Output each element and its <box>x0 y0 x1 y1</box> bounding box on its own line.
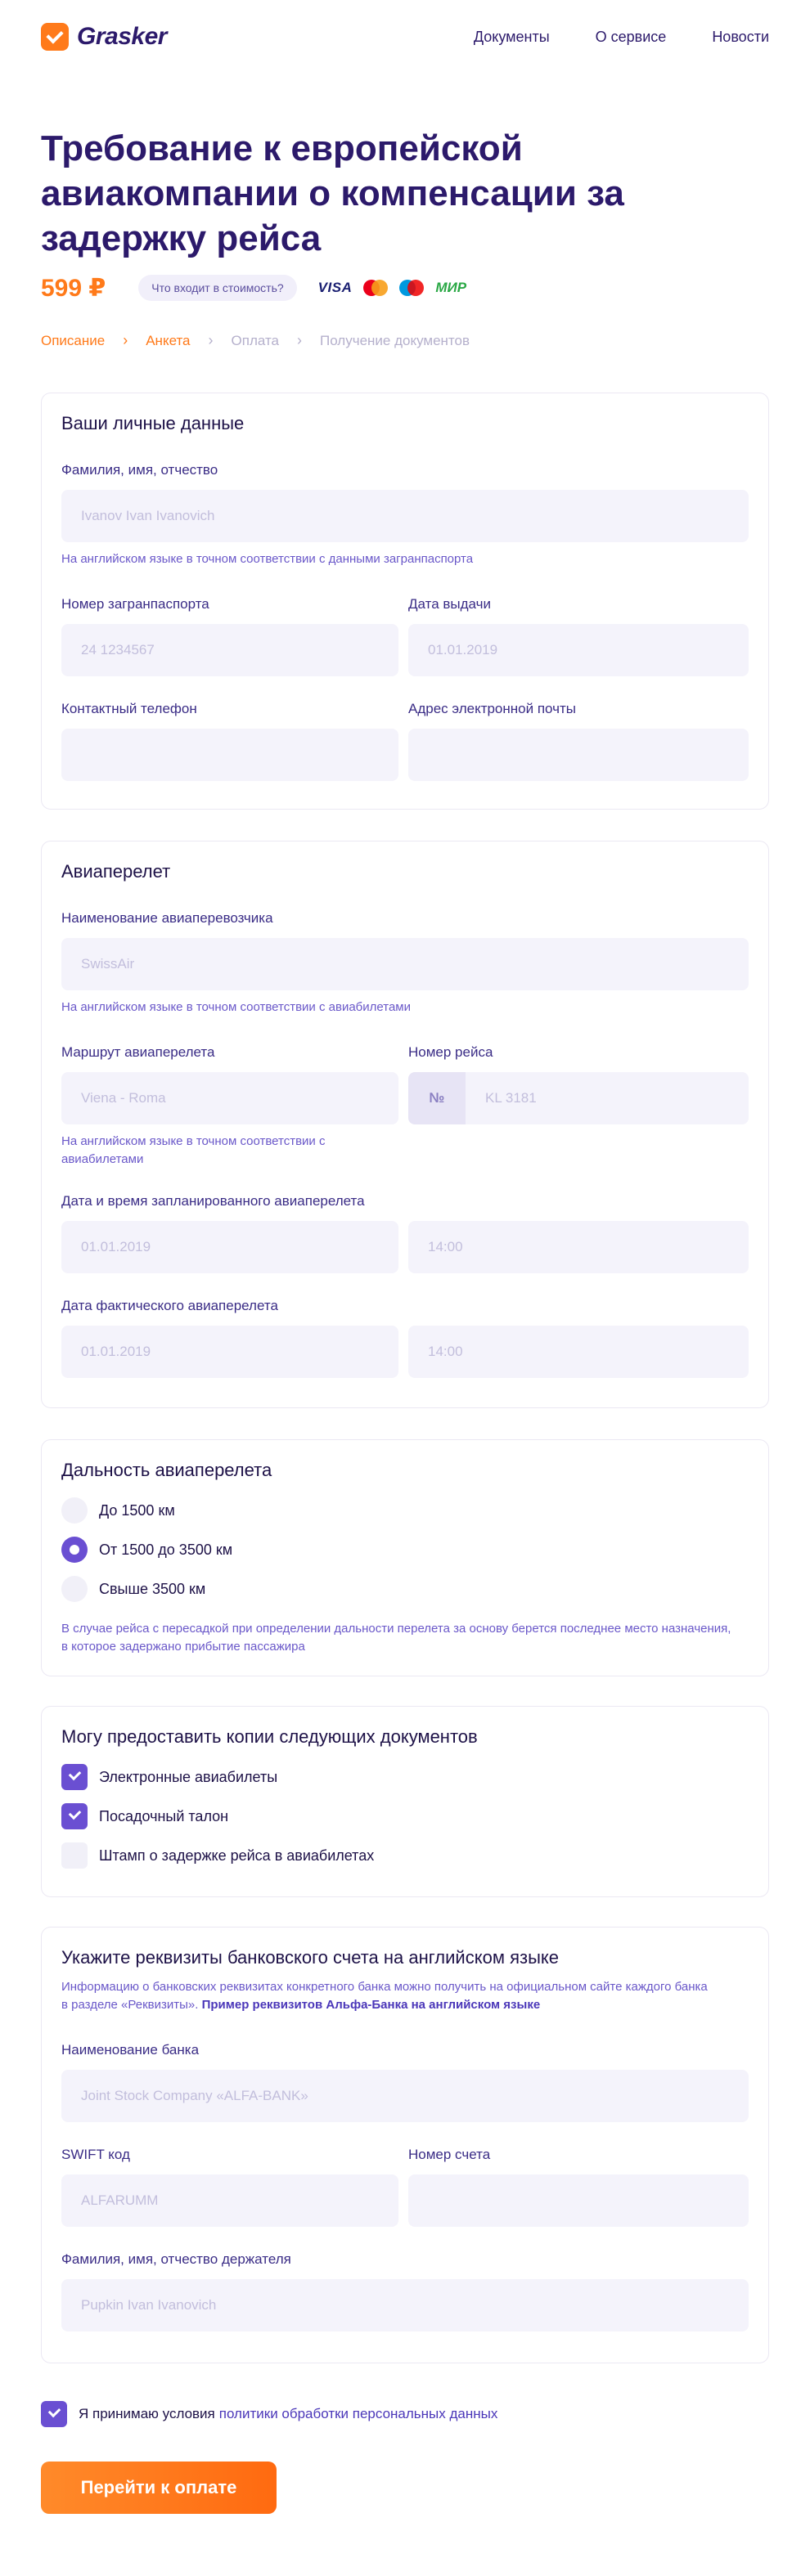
route-input[interactable] <box>61 1072 398 1124</box>
holder-label: Фамилия, имя, отчество держателя <box>61 2251 291 2267</box>
carrier-label: Наименование авиаперевозчика <box>61 910 273 926</box>
radio-selected-icon <box>61 1537 88 1563</box>
route-label: Маршрут авиаперелета <box>61 1044 215 1060</box>
distance-hint: В случае рейса с пересадкой при определении дальности перелета за основу берется последнее место назначения, в которое задержано прибытие пассажира <box>61 1622 731 1654</box>
number-sign-icon: № <box>408 1072 466 1124</box>
passport-input[interactable] <box>61 624 398 676</box>
logo[interactable] <box>41 23 167 51</box>
mastercard-logo <box>363 280 388 296</box>
chevron-right-icon: › <box>297 332 302 348</box>
nav-news[interactable]: Новости <box>712 28 769 45</box>
radio-label: От 1500 до 3500 км <box>99 1541 233 1558</box>
agreement-checkbox-icon[interactable] <box>41 2401 67 2427</box>
actual-time-input[interactable] <box>408 1326 749 1378</box>
bank-name-input[interactable] <box>61 2070 749 2122</box>
radio-icon <box>61 1497 88 1524</box>
actual-date-input[interactable] <box>61 1326 398 1378</box>
swift-input[interactable] <box>61 2174 398 2227</box>
price: 599 ₽ <box>41 274 106 302</box>
planned-date-input[interactable] <box>61 1221 398 1273</box>
fullname-input[interactable] <box>61 490 749 542</box>
checkbox-label: Посадочный талон <box>99 1807 229 1824</box>
personal-data-card <box>41 393 769 810</box>
fullname-label: Фамилия, имя, отчество <box>61 462 218 478</box>
payment-logos <box>318 280 466 296</box>
checkbox-label: Электронные авиабилеты <box>99 1768 278 1785</box>
flight-title: Авиаперелет <box>61 861 171 882</box>
radio-label: Свыше 3500 км <box>99 1580 206 1597</box>
main-nav <box>474 29 769 46</box>
flight-number-input[interactable] <box>466 1072 749 1124</box>
nav-about[interactable]: О сервисе <box>595 28 667 45</box>
radio-icon <box>61 1576 88 1602</box>
bank-example-link[interactable]: Пример реквизитов Альфа-Банка на английском языке <box>201 1998 541 2012</box>
step-documents: Получение документов <box>320 332 470 348</box>
passport-label: Номер загранпаспорта <box>61 596 209 612</box>
radio-over-3500[interactable] <box>61 1576 205 1602</box>
steps <box>41 332 470 349</box>
agreement <box>41 2401 497 2427</box>
account-number-label: Номер счета <box>408 2147 491 2162</box>
phone-label: Контактный телефон <box>61 701 197 716</box>
privacy-policy-link[interactable]: политики обработки персональных данных <box>218 2406 498 2421</box>
step-payment: Оплата <box>231 332 279 348</box>
radio-under-1500[interactable] <box>61 1497 175 1524</box>
distance-card <box>41 1439 769 1676</box>
mir-logo: МИР <box>435 280 467 295</box>
step-form[interactable]: Анкета <box>146 332 191 348</box>
bank-name-label: Наименование банка <box>61 2042 200 2058</box>
documents-card <box>41 1706 769 1897</box>
distance-title: Дальность авиаперелета <box>61 1460 272 1480</box>
actual-flight-label: Дата фактического авиаперелета <box>61 1298 278 1313</box>
checkbox-icon <box>61 1842 88 1869</box>
fullname-hint: На английском языке в точном соответствии с данными загранпаспорта <box>61 552 474 566</box>
checkbox-label: Штамп о задержке рейса в авиабилетах <box>99 1847 375 1864</box>
checkbox-checked-icon <box>61 1764 88 1790</box>
checkbox-checked-icon <box>61 1803 88 1829</box>
logo-check-icon <box>41 23 69 51</box>
bank-hint <box>61 1978 716 2014</box>
radio-label: До 1500 км <box>99 1501 175 1519</box>
bank-title: Укажите реквизиты банковского счета на английском языке <box>61 1947 559 1968</box>
checkbox-delay-stamp[interactable] <box>61 1842 374 1869</box>
flight-card <box>41 841 769 1408</box>
chevron-right-icon: › <box>123 332 128 348</box>
chevron-right-icon: › <box>208 332 214 348</box>
planned-time-input[interactable] <box>408 1221 749 1273</box>
bank-hint-text: Информацию о банковских реквизитах конкретного банка можно получить на официальном сайте каждого банка в разделе «Реквизиты». <box>61 1980 708 2012</box>
email-label: Адрес электронной почты <box>408 701 576 716</box>
checkbox-e-tickets[interactable] <box>61 1764 277 1790</box>
carrier-hint: На английском языке в точном соответствии с авиабилетами <box>61 1000 411 1014</box>
page-title: Требование к европейской авиакомпании о компенсации за задержку рейса <box>41 128 624 258</box>
maestro-logo <box>399 280 424 296</box>
header <box>41 20 769 54</box>
swift-label: SWIFT код <box>61 2147 130 2162</box>
holder-input[interactable] <box>61 2279 749 2331</box>
bank-card <box>41 1927 769 2363</box>
account-number-input[interactable] <box>408 2174 749 2227</box>
radio-1500-3500[interactable] <box>61 1537 232 1563</box>
email-input[interactable] <box>408 729 749 781</box>
go-to-payment-button[interactable]: Перейти к оплате <box>41 2462 277 2514</box>
issue-date-label: Дата выдачи <box>408 596 491 612</box>
visa-logo: VISA <box>317 280 353 295</box>
step-description[interactable]: Описание <box>41 332 106 348</box>
phone-input[interactable] <box>61 729 398 781</box>
checkbox-boarding-pass[interactable] <box>61 1803 228 1829</box>
documents-title: Могу предоставить копии следующих документов <box>61 1726 478 1747</box>
logo-text: Grasker <box>77 23 167 50</box>
price-row <box>41 270 466 306</box>
agreement-text: Я принимаю условия <box>79 2406 215 2421</box>
personal-data-title: Ваши личные данные <box>61 413 245 433</box>
route-hint: На английском языке в точном соответствии с авиабилетами <box>61 1134 326 1166</box>
flight-number-label: Номер рейса <box>408 1044 493 1060</box>
planned-flight-label: Дата и время запланированного авиаперелета <box>61 1193 365 1209</box>
price-info-button[interactable]: Что входит в стоимость? <box>138 275 296 301</box>
issue-date-input[interactable] <box>408 624 749 676</box>
carrier-input[interactable] <box>61 938 749 990</box>
nav-documents[interactable]: Документы <box>473 28 550 45</box>
